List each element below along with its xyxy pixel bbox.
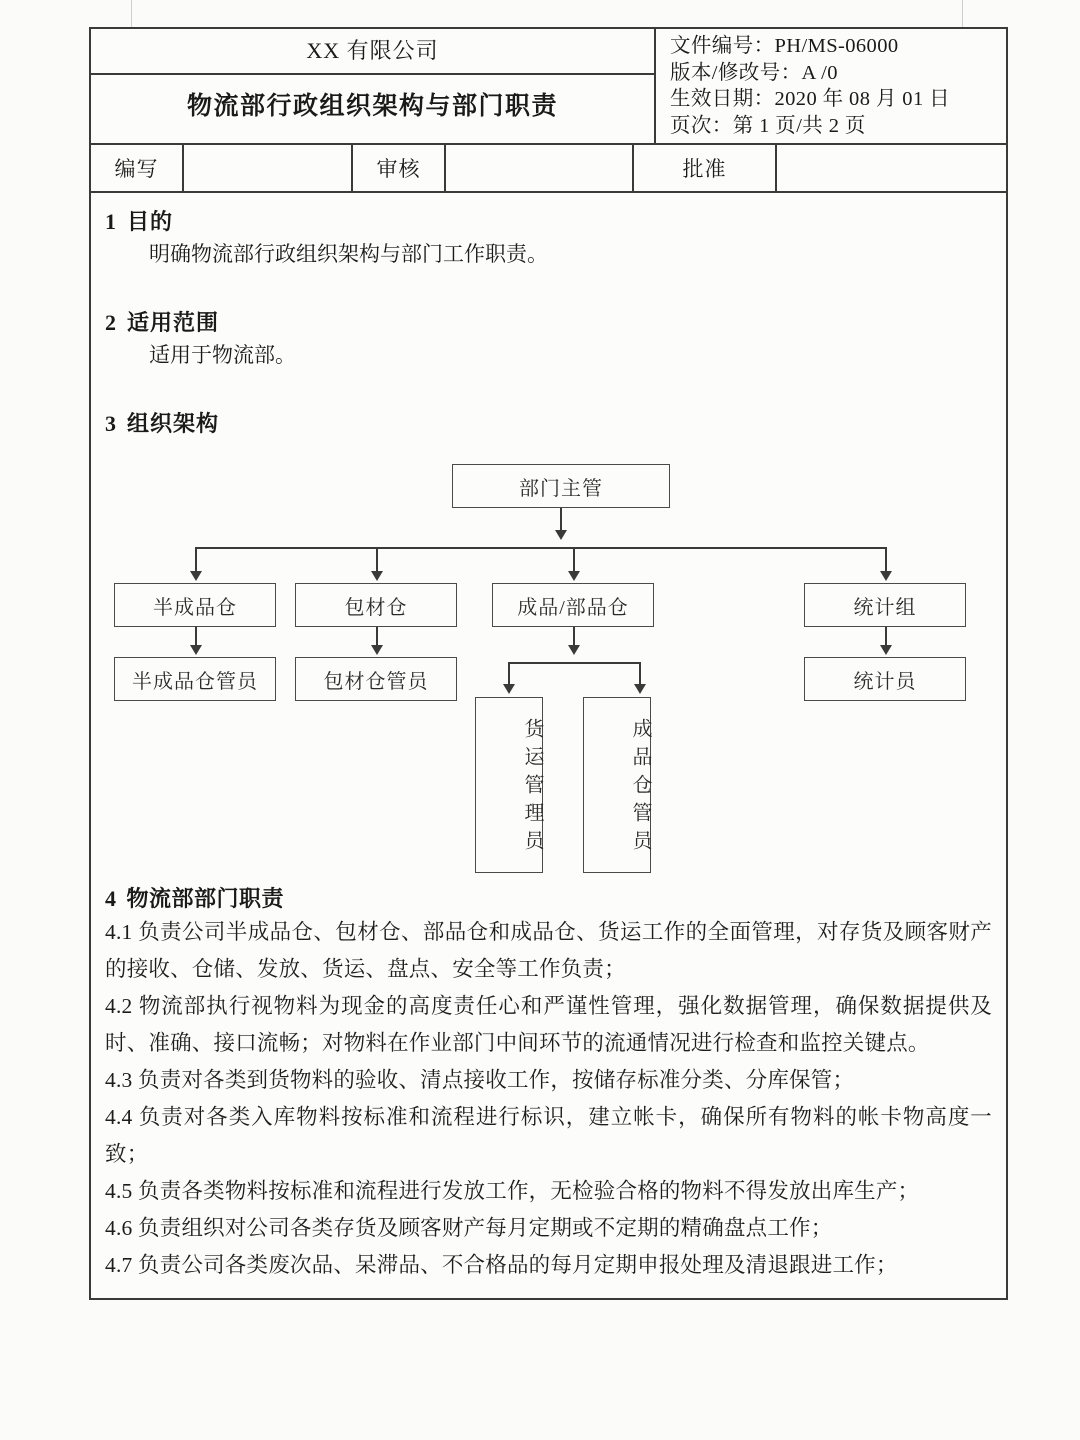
org-arrow-drop-1: [190, 571, 202, 581]
org-node-finished-parts-warehouse[interactable]: 成品/部品仓: [492, 583, 654, 627]
org-node-packaging-warehouse[interactable]: 包材仓: [295, 583, 457, 627]
responsibility-item: 4.1 负责公司半成品仓、包材仓、部品仓和成品仓、货运工作的全面管理，对存货及顾客财产的接收、仓储、发放、货运、盘点、安全等工作负责；: [105, 920, 992, 981]
org-node-packaging-keeper[interactable]: 包材仓管员: [295, 657, 457, 701]
org-arrow-l2-l3-2: [371, 645, 383, 655]
document-body: [91, 193, 1006, 1298]
org-connector-branch-bus: [508, 662, 641, 664]
responsibility-item: 4.7 负责公司各类废次品、呆滞品、不合格品的每月定期申报处理及清退跟进工作；: [105, 1253, 898, 1277]
prepare-field[interactable]: [184, 145, 353, 191]
doc-revision: 版本/修改号：A /0: [670, 61, 838, 84]
org-arrow-l2-l3-4: [880, 645, 892, 655]
org-arrow-root-down: [555, 530, 567, 540]
doc-effective-date: 生效日期：2020 年 08 月 01 日: [670, 88, 951, 110]
document-header: [91, 29, 1006, 145]
section-title-4: 物流部部门职责: [126, 886, 285, 911]
section-heading-responsibilities: [105, 882, 992, 913]
approve-label: 批准: [634, 145, 777, 191]
org-arrow-drop-2: [371, 571, 383, 581]
signature-row: [91, 145, 1006, 193]
spacer-2: [105, 371, 992, 407]
section-title-1: 目的: [127, 209, 174, 234]
company-name: XX 有限公司: [91, 29, 654, 75]
section-number-3: 3: [105, 411, 117, 436]
header-left-column: [91, 29, 656, 143]
section-number-1: 1: [105, 209, 117, 234]
section-heading-org-structure: [105, 407, 992, 438]
prepare-label: 编写: [91, 145, 184, 191]
org-node-root[interactable]: 部门主管: [452, 464, 670, 508]
section-number-2: 2: [105, 310, 117, 335]
doc-number: 文件编号：PH/MS-06000: [670, 35, 899, 57]
section-body-purpose: 明确物流部行政组织架构与部门工作职责。: [149, 242, 548, 266]
responsibility-item: 4.3 负责对各类到货物料的验收、清点接收工作，按储存标准分类、分库保管；: [105, 1068, 855, 1092]
org-arrow-drop-3: [568, 571, 580, 581]
review-label: 审核: [353, 145, 446, 191]
section-body-scope: 适用于物流部。: [149, 343, 296, 367]
org-arrow-branch-right: [634, 684, 646, 694]
org-arrow-l2-l3-1: [190, 645, 202, 655]
org-node-statistics-group[interactable]: 统计组: [804, 583, 966, 627]
approve-field[interactable]: [777, 145, 1006, 191]
section-heading-purpose: [105, 205, 992, 236]
section-heading-scope: [105, 306, 992, 337]
page-margin-guide-left: [131, 0, 132, 28]
org-connector-bus: [195, 547, 885, 549]
header-meta-column: [656, 29, 1006, 143]
page-title: 物流部行政组织架构与部门职责: [186, 93, 558, 120]
spacer-1: [105, 270, 992, 306]
responsibility-item: 4.5 负责各类物料按标准和流程进行发放工作，无检验合格的物料不得发放出库生产；: [105, 1179, 920, 1203]
section-title-2: 适用范围: [127, 310, 220, 335]
org-node-finished-goods-keeper[interactable]: 成品仓管员: [583, 697, 651, 873]
org-node-freight-manager[interactable]: 货运管理员: [475, 697, 543, 873]
responsibility-item: 4.6 负责组织对公司各类存货及顾客财产每月定期或不定期的精确盘点工作；: [105, 1216, 833, 1240]
org-node-semi-finished-keeper[interactable]: 半成品仓管员: [114, 657, 276, 701]
review-field[interactable]: [446, 145, 634, 191]
org-chart: [105, 452, 992, 882]
page-margin-guide-right: [962, 0, 963, 28]
doc-page-number: 页次：第 1 页/共 2 页: [670, 114, 866, 137]
section-title-3: 组织架构: [127, 411, 220, 436]
org-arrow-branch-left: [503, 684, 515, 694]
org-arrow-drop-4: [880, 571, 892, 581]
document-frame: [89, 27, 1008, 1300]
org-arrow-l2-branch: [568, 645, 580, 655]
responsibility-item: 4.4 负责对各类入库物料按标准和流程进行标识，建立帐卡，确保所有物料的帐卡物高度一致；: [105, 1105, 992, 1166]
section-number-4: 4: [105, 886, 117, 911]
org-node-semi-finished-warehouse[interactable]: 半成品仓: [114, 583, 276, 627]
responsibility-item: 4.2 物流部执行视物料为现金的高度责任心和严谨性管理，强化数据管理，确保数据提供及时、准确、接口流畅；对物料在作业部门中间环节的流通情况进行检查和监控关键点。: [105, 994, 992, 1055]
org-node-statistician[interactable]: 统计员: [804, 657, 966, 701]
